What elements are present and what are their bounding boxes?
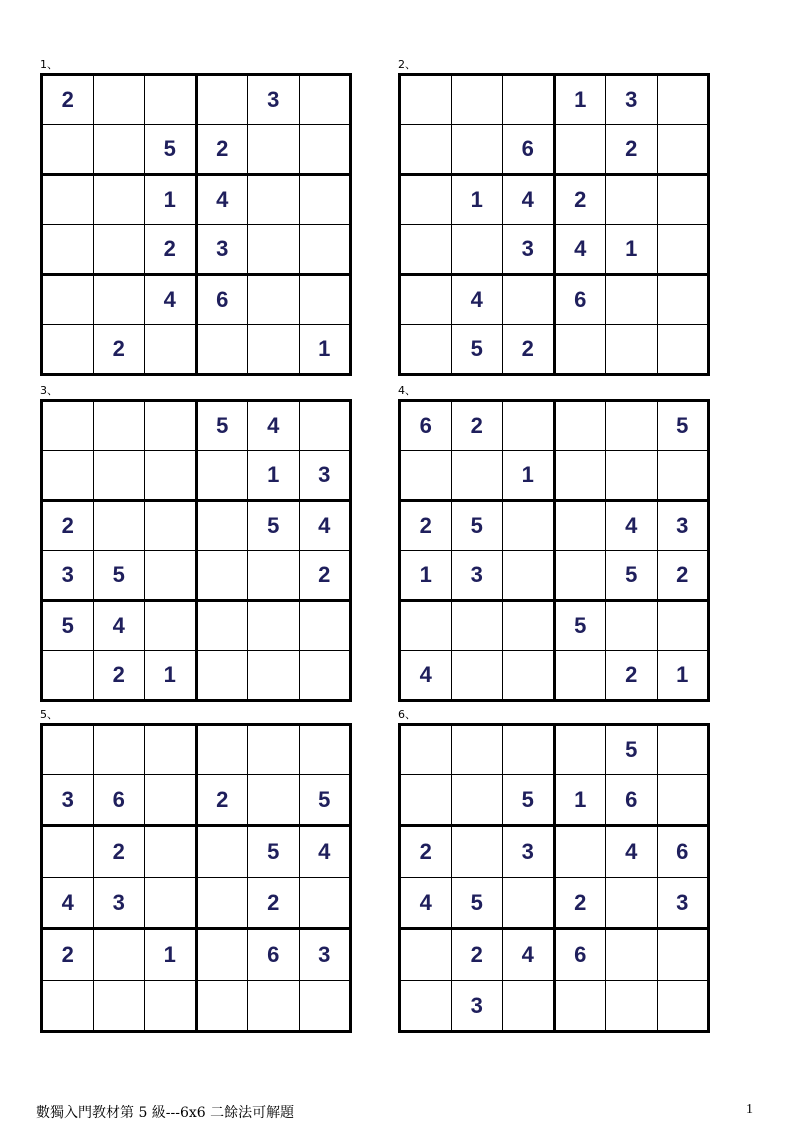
grid-cell bbox=[145, 75, 197, 125]
grid-cell bbox=[196, 451, 248, 501]
grid-cell: 4 bbox=[554, 225, 606, 275]
grid-cell: 3 bbox=[606, 75, 658, 125]
grid-cell bbox=[451, 125, 503, 175]
grid-row bbox=[42, 275, 351, 325]
grid-cell: 5 bbox=[196, 401, 248, 451]
grid-cell bbox=[299, 75, 351, 125]
grid-cell bbox=[42, 325, 94, 375]
grid-cell: 2 bbox=[145, 225, 197, 275]
sudoku-grid bbox=[40, 73, 352, 376]
grid-cell bbox=[451, 601, 503, 651]
grid-cell bbox=[248, 325, 300, 375]
grid-cell: 4 bbox=[451, 275, 503, 325]
grid-cell: 1 bbox=[606, 225, 658, 275]
grid-cell: 6 bbox=[196, 275, 248, 325]
grid-cell bbox=[606, 275, 658, 325]
grid-cell bbox=[196, 878, 248, 929]
grid-cell bbox=[145, 325, 197, 375]
grid-cell bbox=[657, 775, 709, 826]
grid-cell: 6 bbox=[503, 125, 555, 175]
grid-cell bbox=[606, 878, 658, 929]
grid-cell bbox=[42, 651, 94, 701]
grid-cell: 3 bbox=[196, 225, 248, 275]
grid-cell: 2 bbox=[196, 125, 248, 175]
grid-cell bbox=[145, 775, 197, 826]
grid-cell bbox=[196, 651, 248, 701]
grid-cell bbox=[503, 501, 555, 551]
grid-cell bbox=[400, 725, 452, 775]
grid-cell bbox=[400, 275, 452, 325]
grid-cell bbox=[299, 275, 351, 325]
grid-cell: 4 bbox=[503, 175, 555, 225]
grid-cell bbox=[93, 929, 145, 981]
grid-cell bbox=[145, 826, 197, 878]
grid-cell: 5 bbox=[606, 551, 658, 601]
grid-row bbox=[42, 551, 351, 601]
grid-cell bbox=[657, 75, 709, 125]
grid-cell: 3 bbox=[451, 981, 503, 1032]
grid-cell: 5 bbox=[42, 601, 94, 651]
grid-row bbox=[42, 175, 351, 225]
grid-cell: 2 bbox=[42, 929, 94, 981]
grid-cell: 2 bbox=[554, 878, 606, 929]
page-number: 1 bbox=[746, 1102, 753, 1117]
grid-cell bbox=[657, 275, 709, 325]
grid-row bbox=[400, 501, 709, 551]
grid-cell: 4 bbox=[196, 175, 248, 225]
grid-cell bbox=[196, 981, 248, 1032]
grid-cell bbox=[554, 981, 606, 1032]
grid-row bbox=[42, 225, 351, 275]
grid-cell bbox=[503, 651, 555, 701]
puzzle-label: 5、 bbox=[40, 708, 58, 721]
grid-cell bbox=[503, 725, 555, 775]
grid-row bbox=[400, 826, 709, 878]
grid-cell: 5 bbox=[93, 551, 145, 601]
grid-cell: 4 bbox=[299, 501, 351, 551]
grid-cell bbox=[145, 501, 197, 551]
grid-cell bbox=[248, 725, 300, 775]
grid-cell: 2 bbox=[196, 775, 248, 826]
grid-cell: 5 bbox=[299, 775, 351, 826]
grid-cell bbox=[196, 725, 248, 775]
grid-cell bbox=[503, 878, 555, 929]
grid-cell bbox=[42, 225, 94, 275]
grid-cell bbox=[503, 401, 555, 451]
grid-cell bbox=[93, 75, 145, 125]
grid-cell: 4 bbox=[606, 826, 658, 878]
grid-cell: 3 bbox=[42, 551, 94, 601]
grid-cell: 1 bbox=[451, 175, 503, 225]
grid-cell: 4 bbox=[400, 651, 452, 701]
grid-cell: 5 bbox=[554, 601, 606, 651]
grid-cell: 1 bbox=[554, 775, 606, 826]
grid-cell: 5 bbox=[503, 775, 555, 826]
grid-cell: 1 bbox=[657, 651, 709, 701]
grid-cell bbox=[145, 878, 197, 929]
grid-cell bbox=[451, 826, 503, 878]
grid-cell bbox=[196, 551, 248, 601]
grid-cell: 3 bbox=[503, 225, 555, 275]
grid-cell bbox=[451, 75, 503, 125]
grid-cell bbox=[657, 451, 709, 501]
grid-cell bbox=[606, 929, 658, 981]
grid-row bbox=[400, 451, 709, 501]
grid-cell: 3 bbox=[657, 878, 709, 929]
grid-cell: 3 bbox=[657, 501, 709, 551]
grid-cell bbox=[554, 125, 606, 175]
grid-cell: 2 bbox=[93, 325, 145, 375]
grid-cell: 5 bbox=[248, 826, 300, 878]
grid-cell bbox=[400, 325, 452, 375]
puzzle-label: 1、 bbox=[40, 58, 58, 71]
grid-cell bbox=[606, 175, 658, 225]
grid-cell: 2 bbox=[93, 826, 145, 878]
grid-cell bbox=[657, 981, 709, 1032]
grid-cell: 2 bbox=[657, 551, 709, 601]
grid-cell: 3 bbox=[299, 451, 351, 501]
grid-cell: 1 bbox=[145, 929, 197, 981]
grid-cell bbox=[503, 75, 555, 125]
grid-cell bbox=[503, 551, 555, 601]
grid-cell bbox=[248, 601, 300, 651]
grid-cell bbox=[145, 451, 197, 501]
grid-row bbox=[400, 225, 709, 275]
grid-cell bbox=[503, 275, 555, 325]
grid-cell bbox=[93, 125, 145, 175]
grid-cell bbox=[299, 401, 351, 451]
grid-cell: 5 bbox=[145, 125, 197, 175]
grid-row bbox=[400, 725, 709, 775]
grid-cell bbox=[554, 325, 606, 375]
grid-cell bbox=[248, 175, 300, 225]
grid-row bbox=[400, 878, 709, 929]
grid-cell: 3 bbox=[42, 775, 94, 826]
grid-cell: 2 bbox=[93, 651, 145, 701]
grid-row bbox=[42, 651, 351, 701]
puzzle-label: 6、 bbox=[398, 708, 416, 721]
grid-cell: 1 bbox=[145, 175, 197, 225]
grid-cell: 2 bbox=[42, 501, 94, 551]
grid-cell bbox=[657, 225, 709, 275]
grid-cell bbox=[657, 175, 709, 225]
grid-cell bbox=[554, 401, 606, 451]
grid-cell: 6 bbox=[554, 929, 606, 981]
grid-cell bbox=[42, 451, 94, 501]
grid-cell: 2 bbox=[503, 325, 555, 375]
grid-cell: 3 bbox=[451, 551, 503, 601]
grid-row bbox=[400, 601, 709, 651]
grid-row bbox=[42, 325, 351, 375]
grid-row bbox=[42, 401, 351, 451]
grid-cell bbox=[196, 826, 248, 878]
grid-row bbox=[42, 601, 351, 651]
grid-cell: 3 bbox=[503, 826, 555, 878]
grid-cell bbox=[554, 501, 606, 551]
grid-cell: 2 bbox=[451, 929, 503, 981]
grid-cell bbox=[42, 275, 94, 325]
puzzle-label: 3、 bbox=[40, 384, 58, 397]
grid-cell bbox=[299, 225, 351, 275]
puzzle-label: 2、 bbox=[398, 58, 416, 71]
grid-cell: 5 bbox=[451, 501, 503, 551]
grid-cell bbox=[657, 125, 709, 175]
grid-cell bbox=[400, 981, 452, 1032]
grid-row bbox=[42, 725, 351, 775]
grid-cell bbox=[93, 401, 145, 451]
sudoku-grid bbox=[40, 399, 352, 702]
grid-cell bbox=[42, 826, 94, 878]
grid-cell: 1 bbox=[248, 451, 300, 501]
grid-cell: 2 bbox=[42, 75, 94, 125]
grid-row bbox=[42, 451, 351, 501]
grid-cell bbox=[248, 775, 300, 826]
grid-cell bbox=[196, 601, 248, 651]
grid-cell: 2 bbox=[554, 175, 606, 225]
grid-cell bbox=[400, 75, 452, 125]
grid-cell: 1 bbox=[299, 325, 351, 375]
grid-cell bbox=[606, 981, 658, 1032]
grid-cell bbox=[400, 175, 452, 225]
grid-row bbox=[400, 981, 709, 1032]
sudoku-grid bbox=[398, 73, 710, 376]
grid-cell: 1 bbox=[554, 75, 606, 125]
grid-row bbox=[400, 75, 709, 125]
grid-cell: 5 bbox=[451, 325, 503, 375]
grid-cell: 4 bbox=[299, 826, 351, 878]
grid-row bbox=[400, 929, 709, 981]
grid-row bbox=[400, 125, 709, 175]
grid-cell: 4 bbox=[400, 878, 452, 929]
grid-row bbox=[42, 981, 351, 1032]
grid-cell: 6 bbox=[248, 929, 300, 981]
grid-cell bbox=[248, 981, 300, 1032]
grid-cell: 2 bbox=[606, 125, 658, 175]
grid-cell bbox=[42, 981, 94, 1032]
grid-cell: 1 bbox=[400, 551, 452, 601]
grid-cell bbox=[400, 225, 452, 275]
grid-cell: 2 bbox=[400, 826, 452, 878]
grid-cell: 1 bbox=[503, 451, 555, 501]
grid-cell bbox=[299, 651, 351, 701]
grid-cell bbox=[93, 451, 145, 501]
grid-cell bbox=[299, 125, 351, 175]
grid-cell bbox=[400, 451, 452, 501]
grid-cell bbox=[299, 175, 351, 225]
grid-cell bbox=[42, 725, 94, 775]
grid-row bbox=[42, 878, 351, 929]
grid-cell bbox=[196, 325, 248, 375]
grid-row bbox=[42, 929, 351, 981]
grid-cell bbox=[554, 651, 606, 701]
grid-cell bbox=[145, 601, 197, 651]
grid-cell bbox=[299, 601, 351, 651]
grid-cell: 6 bbox=[606, 775, 658, 826]
grid-cell: 6 bbox=[400, 401, 452, 451]
grid-cell: 5 bbox=[606, 725, 658, 775]
grid-cell bbox=[503, 601, 555, 651]
grid-cell: 5 bbox=[248, 501, 300, 551]
grid-cell bbox=[451, 725, 503, 775]
grid-row bbox=[400, 651, 709, 701]
grid-cell bbox=[93, 725, 145, 775]
grid-row bbox=[42, 501, 351, 551]
grid-cell: 3 bbox=[248, 75, 300, 125]
grid-cell: 1 bbox=[145, 651, 197, 701]
grid-cell: 4 bbox=[248, 401, 300, 451]
grid-row bbox=[400, 551, 709, 601]
grid-cell bbox=[93, 275, 145, 325]
grid-cell bbox=[93, 501, 145, 551]
grid-row bbox=[400, 275, 709, 325]
grid-row bbox=[400, 175, 709, 225]
grid-cell bbox=[42, 401, 94, 451]
grid-cell: 3 bbox=[93, 878, 145, 929]
grid-cell bbox=[248, 551, 300, 601]
grid-cell bbox=[299, 878, 351, 929]
sudoku-grid bbox=[398, 723, 710, 1033]
grid-cell: 5 bbox=[451, 878, 503, 929]
grid-cell bbox=[248, 225, 300, 275]
grid-cell: 6 bbox=[554, 275, 606, 325]
grid-row bbox=[400, 325, 709, 375]
grid-cell bbox=[248, 275, 300, 325]
grid-cell bbox=[451, 775, 503, 826]
grid-cell bbox=[93, 981, 145, 1032]
grid-cell bbox=[451, 651, 503, 701]
grid-cell bbox=[42, 175, 94, 225]
grid-cell bbox=[606, 401, 658, 451]
grid-cell bbox=[248, 651, 300, 701]
grid-cell: 2 bbox=[299, 551, 351, 601]
grid-cell bbox=[299, 725, 351, 775]
grid-cell bbox=[196, 929, 248, 981]
grid-cell bbox=[503, 981, 555, 1032]
grid-cell bbox=[400, 601, 452, 651]
grid-cell bbox=[299, 981, 351, 1032]
grid-cell: 2 bbox=[606, 651, 658, 701]
grid-row bbox=[42, 75, 351, 125]
grid-cell: 4 bbox=[606, 501, 658, 551]
footer-title: 數獨入門教材第 5 級---6x6 二餘法可解題 bbox=[36, 1105, 295, 1121]
grid-cell bbox=[451, 451, 503, 501]
grid-cell bbox=[196, 501, 248, 551]
grid-cell bbox=[400, 929, 452, 981]
grid-cell bbox=[554, 551, 606, 601]
grid-cell bbox=[400, 775, 452, 826]
grid-cell bbox=[657, 929, 709, 981]
grid-cell bbox=[606, 325, 658, 375]
grid-cell: 2 bbox=[451, 401, 503, 451]
grid-row bbox=[400, 401, 709, 451]
grid-cell: 6 bbox=[93, 775, 145, 826]
grid-row bbox=[42, 826, 351, 878]
grid-cell: 6 bbox=[657, 826, 709, 878]
grid-row bbox=[42, 125, 351, 175]
grid-cell: 4 bbox=[145, 275, 197, 325]
grid-cell: 4 bbox=[503, 929, 555, 981]
grid-cell bbox=[196, 75, 248, 125]
grid-cell bbox=[554, 725, 606, 775]
grid-cell bbox=[145, 401, 197, 451]
grid-cell bbox=[248, 125, 300, 175]
grid-cell bbox=[606, 601, 658, 651]
grid-row bbox=[400, 775, 709, 826]
grid-cell: 5 bbox=[657, 401, 709, 451]
grid-cell bbox=[42, 125, 94, 175]
sudoku-grid bbox=[398, 399, 710, 702]
grid-cell bbox=[400, 125, 452, 175]
grid-cell bbox=[145, 725, 197, 775]
grid-cell bbox=[554, 826, 606, 878]
grid-row bbox=[42, 775, 351, 826]
grid-cell bbox=[145, 981, 197, 1032]
puzzle-label: 4、 bbox=[398, 384, 416, 397]
grid-cell bbox=[451, 225, 503, 275]
grid-cell bbox=[657, 601, 709, 651]
grid-cell: 2 bbox=[248, 878, 300, 929]
grid-cell bbox=[554, 451, 606, 501]
grid-cell bbox=[93, 225, 145, 275]
grid-cell: 3 bbox=[299, 929, 351, 981]
grid-cell bbox=[657, 325, 709, 375]
sudoku-grid bbox=[40, 723, 352, 1033]
grid-cell bbox=[657, 725, 709, 775]
grid-cell: 4 bbox=[42, 878, 94, 929]
grid-cell: 4 bbox=[93, 601, 145, 651]
grid-cell bbox=[145, 551, 197, 601]
grid-cell bbox=[606, 451, 658, 501]
grid-cell bbox=[93, 175, 145, 225]
grid-cell: 2 bbox=[400, 501, 452, 551]
